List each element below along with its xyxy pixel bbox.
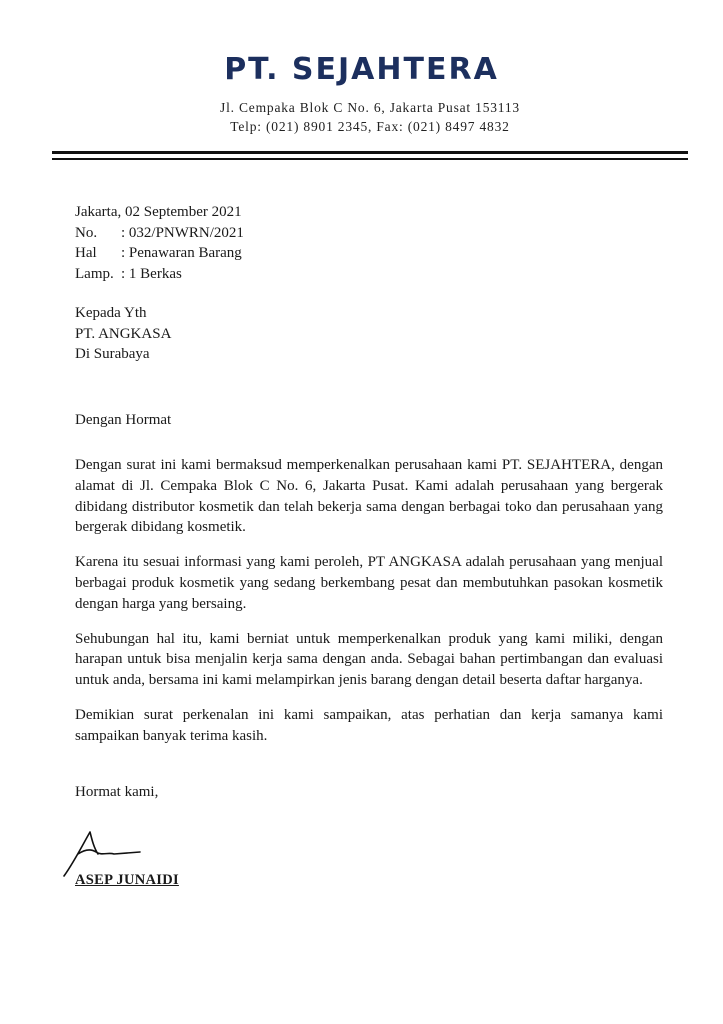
meta-key: No. — [75, 224, 98, 241]
body-paragraph: Dengan surat ini kami bermaksud memperkenalkan perusahaan kami PT. SEJAHTERA, dengan alamat di Jl. Cempaka Blok C No. 6, Jakarta Pusat. Kami adalah perusahaan yang bergerak dibidang distributor kosmetik dan telah bekerja sama dengan berbagai toko dan perusahaan yang bergerak dibidang kosmetik. — [75, 457, 663, 536]
meta-value: : Penawaran Barang — [121, 245, 242, 261]
signer-name: ASEP JUNAIDI — [75, 872, 179, 888]
letter-meta — [75, 202, 244, 284]
address-line: Jl. Cempaka Blok C No. 6, Jakarta Pusat 153113 — [220, 100, 520, 115]
meta-value: : 1 Berkas — [121, 265, 182, 282]
recipient-block — [75, 303, 171, 365]
company-address — [0, 98, 723, 136]
recipient-salutation: Kepada Yth — [75, 305, 147, 321]
body-paragraph: Sehubungan hal itu, kami berniat untuk memperkenalkan produk yang kami miliki, dengan harapan untuk bisa menjalin kerja sama dengan anda. Sebagai bahan pertimbangan dan evaluasi untuk anda, bersama ini kami melampirkan jenis barang dengan detail beserta daftar harganya. — [75, 630, 663, 689]
greeting: Dengan Hormat — [75, 412, 172, 428]
body-paragraph: Karena itu sesuai informasi yang kami peroleh, PT ANGKASA adalah perusahaan yang menjual berbagai produk kosmetik yang sedang berkembang pesat dan membutuhkan pasokan kosmetik dengan harga yang bersaing. — [75, 554, 663, 612]
meta-row-number — [75, 223, 244, 244]
meta-row-attachment — [75, 264, 244, 285]
letter-date: Jakarta, 02 September 2021 — [75, 204, 242, 220]
header-divider-thin — [52, 158, 688, 160]
recipient-name: PT. ANGKASA — [75, 325, 172, 342]
closing: Hormat kami, — [75, 784, 159, 800]
meta-row-subject — [75, 243, 244, 264]
meta-key: Hal — [75, 245, 97, 261]
letter-body — [75, 455, 663, 761]
meta-key: Lamp. — [75, 265, 114, 282]
meta-value: : 032/PNWRN/2021 — [121, 224, 244, 241]
recipient-location: Di Surabaya — [75, 346, 150, 362]
body-paragraph: Demikian surat perkenalan ini kami sampaikan, atas perhatian dan kerja samanya kami sampaikan banyak terima kasih. — [75, 706, 663, 744]
header-divider-thick — [52, 151, 688, 154]
company-name: PT. SEJAHTERA — [224, 52, 499, 87]
contact-line: Telp: (021) 8901 2345, Fax: (021) 8497 4832 — [230, 119, 510, 134]
